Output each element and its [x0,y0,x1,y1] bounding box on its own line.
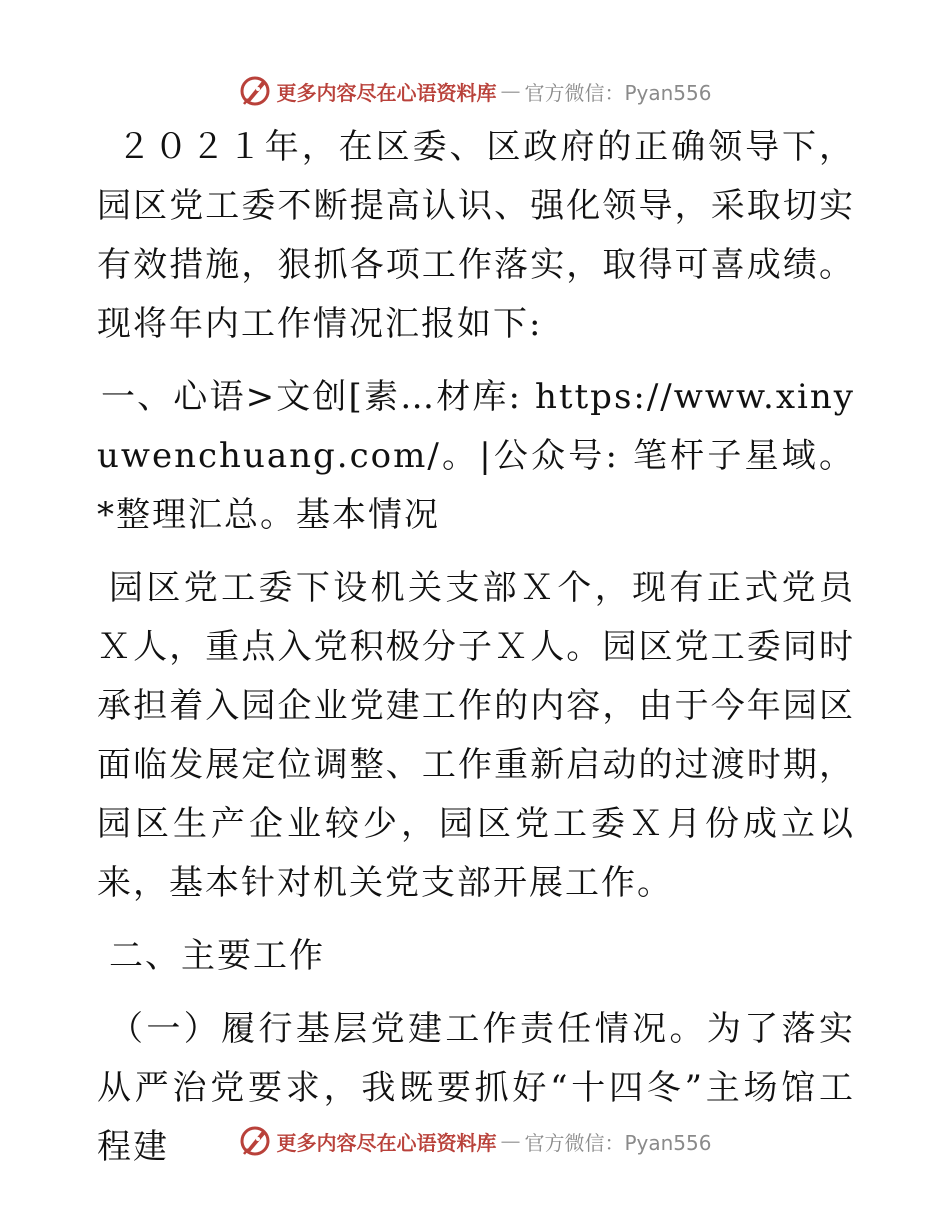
watermark-site-text: 更多内容尽在心语资料库 [276,1130,497,1155]
quill-logo-icon [238,1124,272,1158]
intro-paragraph: ２０２１年，在区委、区政府的正确领导下，园区党工委不断提高认识、强化领导，采取切实有效措施，狠抓各项工作落实，取得可喜成绩。现将年内工作情况汇报如下: [97,127,855,344]
header-watermark [0,71,950,111]
section-one-heading: 一、心语>文创[素…材库: https://www.xinyuwenchuang.com/。|公众号: 笔杆子星域。*整理汇总。基本情况 [97,377,855,535]
basic-situation-paragraph: 园区党工委下设机关支部Ｘ个，现有正式党员Ｘ人，重点入党积极分子Ｘ人。园区党工委同时承担着入园企业党建工作的内容，由于今年园区面临发展定位调整、工作重新启动的过渡时期，园区生产企业较少，园区党工委Ｘ月份成立以来，基本针对机关党支部开展工作。 [97,568,855,903]
responsibility-paragraph: （一）履行基层党建工作责任情况。为了落实从严治党要求，我既要抓好“十四冬”主场馆工程建 [97,1009,855,1167]
watermark-wechat-text: 官方微信：Pyan556 [524,1130,712,1155]
document-body [97,118,855,1177]
watermark-separator: — [500,79,521,103]
watermark-separator: — [500,1129,521,1153]
footer-watermark [0,1121,950,1161]
section-two-heading: 二、主要工作 [109,936,325,976]
watermark-site-text: 更多内容尽在心语资料库 [276,80,497,105]
watermark-wechat-text: 官方微信：Pyan556 [524,80,712,105]
quill-logo-icon [238,74,272,108]
